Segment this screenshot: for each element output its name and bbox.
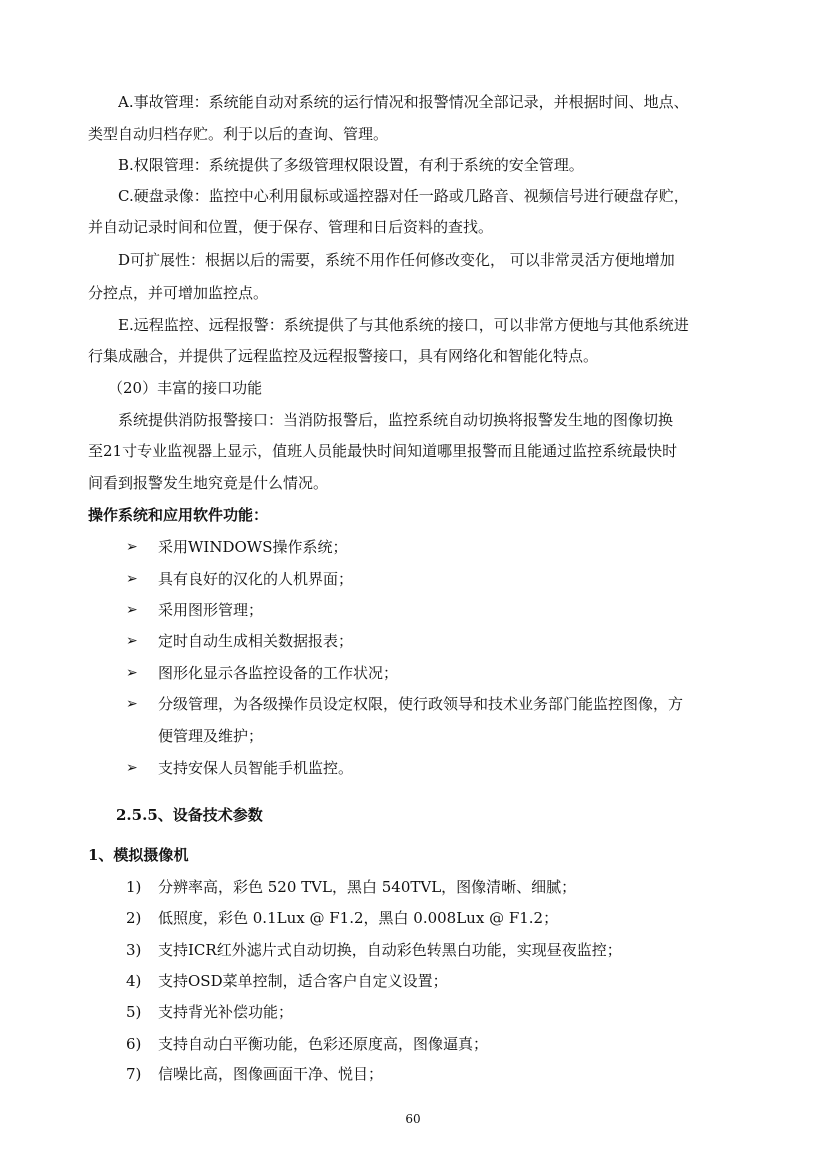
camera-item-4: 支持OSD菜单控制，适合客户自定义设置； bbox=[158, 972, 448, 990]
camera-item-7: 信噪比高，图像画面干净、悦目； bbox=[158, 1065, 384, 1083]
camera-item-number: 5) bbox=[126, 1003, 142, 1021]
camera-item-number: 2) bbox=[126, 909, 142, 927]
section-os-title: 操作系统和应用软件功能： bbox=[88, 506, 269, 524]
paragraph-c-line2: 并自动记录时间和位置，便于保存、管理和日后资料的查找。 bbox=[88, 218, 494, 236]
os-item-2: 具有良好的汉化的人机界面； bbox=[158, 570, 354, 588]
camera-item-6: 支持自动白平衡功能，色彩还原度高，图像逼真； bbox=[158, 1035, 489, 1053]
subsection-20-title: （20）丰富的接口功能 bbox=[108, 379, 263, 397]
camera-item-3: 支持ICR红外滤片式自动切换，自动彩色转黑白功能，实现昼夜监控； bbox=[158, 941, 622, 959]
os-item-1: 采用WINDOWS操作系统； bbox=[158, 538, 348, 556]
os-item-7: 支持安保人员智能手机监控。 bbox=[158, 759, 354, 777]
paragraph-fire-line2: 至21寸专业监视器上显示，值班人员能最快时间知道哪里报警而且能通过监控系统最快时 bbox=[88, 442, 678, 460]
os-item-6-continuation: 便管理及维护； bbox=[158, 727, 264, 745]
os-item-3: 采用图形管理； bbox=[158, 601, 264, 619]
camera-item-number: 7) bbox=[126, 1065, 142, 1083]
paragraph-d-line1: D可扩展性：根据以后的需要，系统不用作任何修改变化， 可以非常灵活方便地增加 bbox=[118, 251, 675, 269]
paragraph-c-line1: C.硬盘录像：监控中心利用鼠标或遥控器对任一路或几路音、视频信号进行硬盘存贮， bbox=[118, 187, 689, 205]
camera-item-5: 支持背光补偿功能； bbox=[158, 1003, 294, 1021]
section-255-title: 2.5.5、设备技术参数 bbox=[116, 806, 263, 824]
os-item-4: 定时自动生成相关数据报表； bbox=[158, 632, 354, 650]
paragraph-d-line2: 分控点，并可增加监控点。 bbox=[88, 284, 269, 302]
paragraph-e-line2: 行集成融合，并提供了远程监控及远程报警接口，具有网络化和智能化特点。 bbox=[88, 347, 599, 365]
os-item-5: 图形化显示各监控设备的工作状况； bbox=[158, 664, 399, 682]
paragraph-a-line1: A.事故管理：系统能自动对系统的运行情况和报警情况全部记录，并根据时间、地点、 bbox=[118, 93, 689, 111]
bullet-arrow-icon: ➢ bbox=[126, 696, 138, 712]
paragraph-fire-line1: 系统提供消防报警接口：当消防报警后，监控系统自动切换将报警发生地的图像切换 bbox=[118, 411, 674, 429]
paragraph-fire-line3: 间看到报警发生地究竟是什么情况。 bbox=[88, 474, 329, 492]
bullet-arrow-icon: ➢ bbox=[126, 633, 138, 649]
bullet-arrow-icon: ➢ bbox=[126, 760, 138, 776]
camera-item-number: 4) bbox=[126, 972, 142, 990]
section-camera-title: 1、模拟摄像机 bbox=[88, 846, 189, 864]
camera-item-number: 1) bbox=[126, 878, 142, 896]
paragraph-a-line2: 类型自动归档存贮。利于以后的查询、管理。 bbox=[88, 125, 389, 143]
os-item-6: 分级管理，为各级操作员设定权限，使行政领导和技术业务部门能监控图像，方 bbox=[158, 695, 684, 713]
page-number: 60 bbox=[405, 1112, 421, 1126]
bullet-arrow-icon: ➢ bbox=[126, 571, 138, 587]
paragraph-b: B.权限管理：系统提供了多级管理权限设置，有利于系统的安全管理。 bbox=[118, 156, 584, 174]
camera-item-number: 6) bbox=[126, 1035, 142, 1053]
paragraph-e-line1: E.远程监控、远程报警：系统提供了与其他系统的接口，可以非常方便地与其他系统进 bbox=[118, 316, 689, 334]
bullet-arrow-icon: ➢ bbox=[126, 602, 138, 618]
bullet-arrow-icon: ➢ bbox=[126, 665, 138, 681]
camera-item-1: 分辨率高，彩色 520 TVL，黑白 540TVL，图像清晰、细腻； bbox=[158, 878, 577, 896]
camera-item-2: 低照度，彩色 0.1Lux @ F1.2，黑白 0.008Lux @ F1.2； bbox=[158, 909, 559, 927]
bullet-arrow-icon: ➢ bbox=[126, 539, 138, 555]
camera-item-number: 3) bbox=[126, 941, 142, 959]
